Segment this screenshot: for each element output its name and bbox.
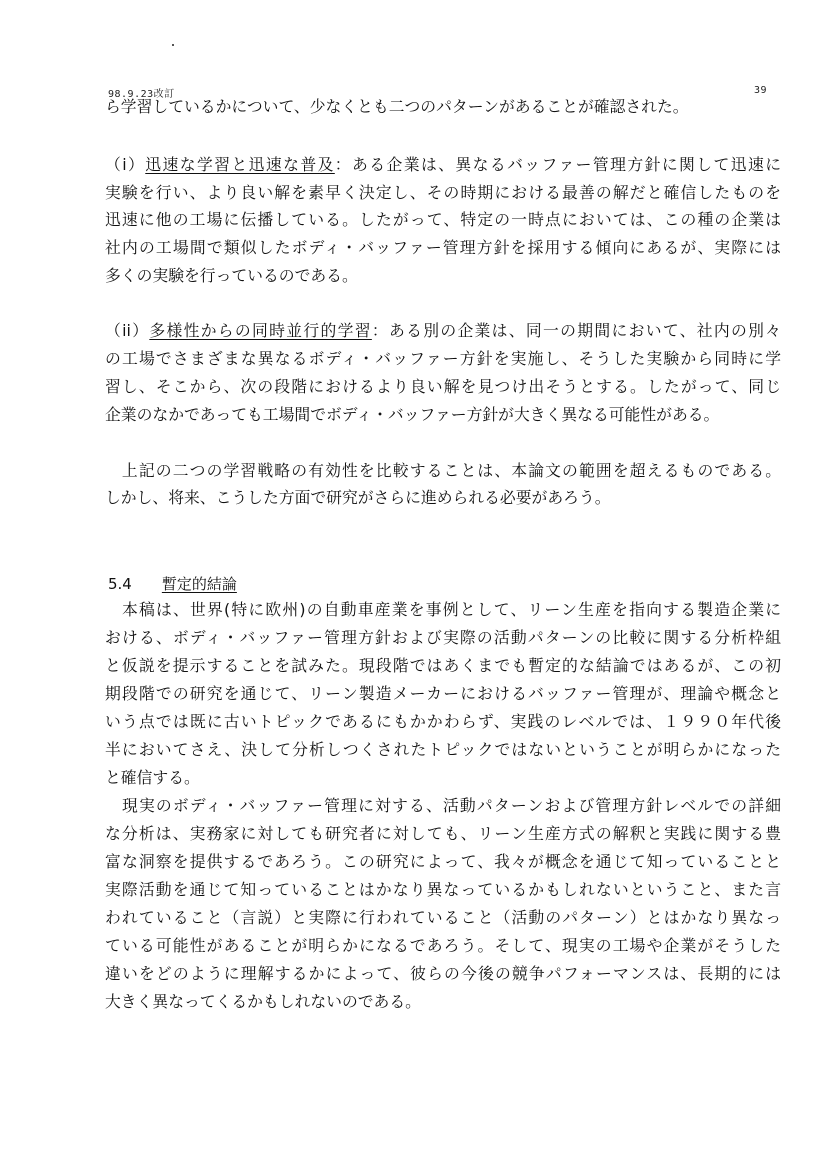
paragraph-line: 大きく異なってくるかもしれないのである。 bbox=[105, 992, 421, 1011]
item-label: （ii） bbox=[105, 321, 150, 340]
paragraph-line: 迅速に他の工場に伝播している。したがって、特定の一時点においては、この種の企業は bbox=[105, 210, 781, 229]
paragraph-line: 多くの実験を行っているのである。 bbox=[105, 266, 358, 285]
item-title: 多様性からの同時並行的学習 bbox=[149, 321, 372, 340]
paragraph-line bbox=[105, 321, 781, 341]
paragraph-line: しかし、将来、こうした方面で研究がさらに進められる必要があろう。 bbox=[105, 488, 611, 507]
paragraph-line: 期段階での研究を通じて、リーン製造メーカーにおけるバッファー管理が、理論や概念と bbox=[105, 684, 781, 703]
paragraph-line: おける、ボディ・バッファー管理方針および実際の活動パターンの比較に関する分析枠組 bbox=[105, 628, 781, 647]
paragraph-line: の工場でさまざまな異なるボディ・バッファー方針を実施し、そうした実験から同時に学 bbox=[105, 349, 781, 368]
section-number: 5.4 bbox=[108, 575, 132, 593]
paragraph-line: いう点では既に古いトピックであるにもかかわらず、実践のレベルでは、１９９０年代後 bbox=[105, 712, 781, 731]
paragraph-line: 社内の工場間で類似したボディ・バッファー管理方針を採用する傾向にあるが、実際には bbox=[105, 238, 781, 257]
paragraph-line: と仮説を提示することを試みた。現段階ではあくまでも暫定的な結論ではあるが、この初 bbox=[105, 656, 781, 675]
section-title: 暫定的結論 bbox=[161, 575, 237, 593]
paragraph-line: と確信する。 bbox=[105, 768, 200, 787]
paragraph-line: 企業のなかであっても工場間でボディ・バッファー方針が大きく異なる可能性がある。 bbox=[105, 405, 720, 424]
paragraph-line: 現実のボディ・バッファー管理に対する、活動パターンおよび管理方針レベルでの詳細 bbox=[105, 796, 781, 815]
paragraph-line bbox=[105, 155, 781, 175]
item-text: ：ある別の企業は、同一の期間において、社内の別々 bbox=[371, 321, 781, 340]
paragraph-line: 習し、そこから、次の段階におけるより良い解を見つけ出そうとする。したがって、同じ bbox=[105, 377, 781, 396]
paragraph-line: 実験を行い、より良い解を素早く決定し、その時期における最善の解だと確信したものを bbox=[105, 183, 781, 202]
item-text: ：ある企業は、異なるバッファー管理方針に関して迅速に bbox=[334, 155, 781, 174]
scan-speck bbox=[172, 44, 174, 46]
paragraph-line: 富な洞察を提供するであろう。この研究によって、我々が概念を通じて知っていることと bbox=[105, 852, 781, 871]
paragraph-line: ている可能性があることが明らかになるであろう。そして、現実の工場や企業がそうした bbox=[105, 936, 781, 955]
page-number: 39 bbox=[754, 85, 768, 96]
paragraph-line: われていること（言説）と実際に行われていること（活動のパターン）とはかなり異なっ bbox=[105, 908, 781, 927]
item-label: （i） bbox=[105, 155, 146, 174]
paragraph-line: な分析は、実務家に対しても研究者に対しても、リーン生産方式の解釈と実践に関する豊 bbox=[105, 824, 781, 843]
paragraph-line: 半においてさえ、決して分析しつくされたトピックではないということが明らかになった bbox=[105, 740, 781, 759]
revision-date: 98.9.23改訂 bbox=[108, 89, 175, 100]
paragraph-line: 本稿は、世界(特に欧州)の自動車産業を事例として、リーン生産を指向する製造企業に bbox=[105, 600, 781, 619]
paragraph-line: 実際活動を通じて知っていることはかなり異なっているかもしれないということ、また言 bbox=[105, 880, 781, 899]
section-heading bbox=[108, 574, 237, 594]
item-title: 迅速な学習と迅速な普及 bbox=[145, 155, 335, 174]
paragraph-line: ら学習しているかについて、少なくとも二つのパターンがあることが確認された。 bbox=[105, 97, 689, 116]
paragraph-line: 上記の二つの学習戦略の有効性を比較することは、本論文の範囲を超えるものである。 bbox=[105, 461, 781, 480]
paragraph-line: 違いをどのように理解するかによって、彼らの今後の競争パフォーマンスは、長期的には bbox=[105, 964, 781, 983]
